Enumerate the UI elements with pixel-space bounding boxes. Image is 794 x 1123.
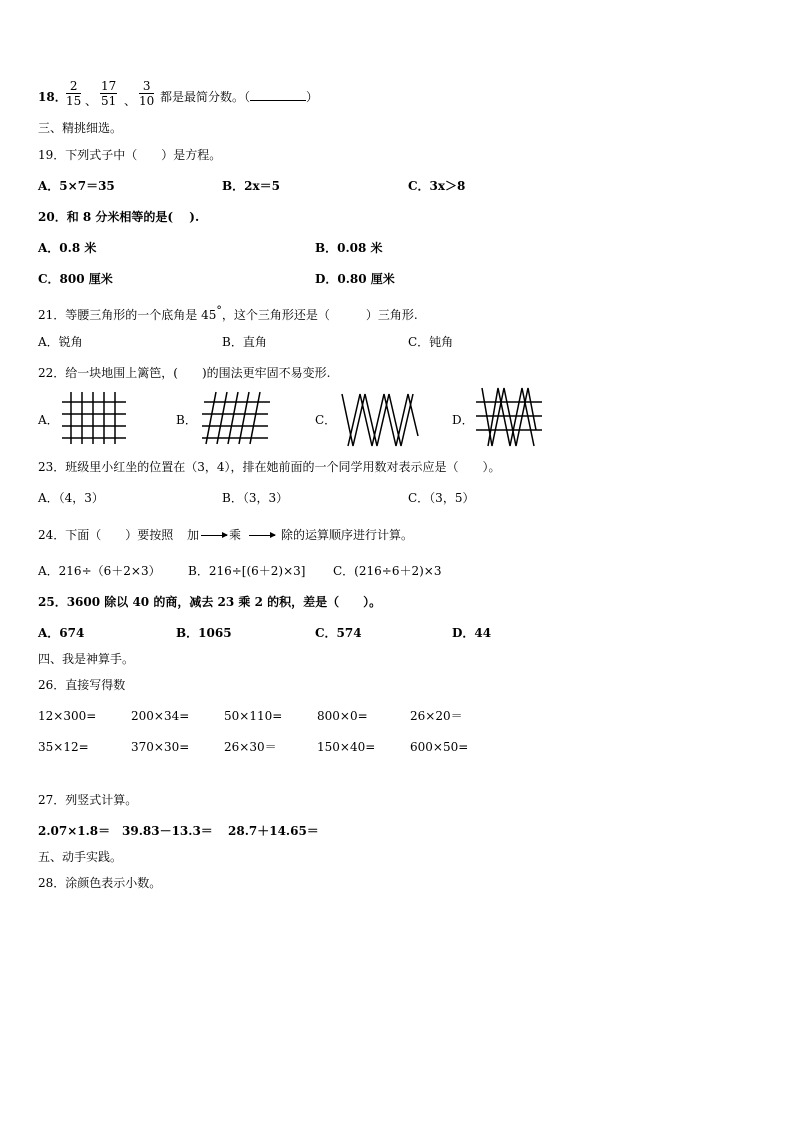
q25-stem: 25．3600 除以 40 的商，减去 23 乘 2 的积，差是（ ）。: [38, 595, 382, 609]
q20-option-a[interactable]: A．0.8 米: [38, 241, 97, 255]
q23-option-b[interactable]: B．（3，3）: [222, 491, 289, 505]
fraction-denominator: 10: [139, 94, 155, 108]
q19-stem: 19．下列式子中（ ）是方程。: [38, 148, 222, 162]
q25-option-d[interactable]: D．44: [452, 626, 492, 640]
q23-stem: 23．班级里小红坐的位置在（3，4），排在她前面的一个同学用数对表示应是（ ）。: [38, 460, 501, 474]
section-4-heading: 四、我是神算手。: [38, 652, 135, 666]
q22-label-a[interactable]: A．: [38, 413, 59, 427]
section-5-heading: 五、动手实践。: [38, 850, 123, 864]
q21-stem-part2: ，这个三角形还是（ ）三角形.: [221, 308, 418, 322]
fence-figure-a: [60, 390, 128, 446]
q20-option-c[interactable]: C．800 厘米: [38, 272, 113, 286]
q28-stem: 28．涂颜色表示小数。: [38, 876, 162, 890]
q26-item[interactable]: 35×12=: [38, 740, 89, 754]
q22-stem: 22．给一块地围上篱笆，( )的围法更牢固不易变形.: [38, 366, 331, 380]
q23-option-c[interactable]: C．（3，5）: [408, 491, 475, 505]
q21-option-a[interactable]: A．锐角: [38, 335, 83, 349]
q26-item[interactable]: 800×0=: [317, 709, 368, 723]
q26-item[interactable]: 26×20＝: [410, 709, 463, 723]
fraction-numerator: 2: [66, 79, 81, 94]
q18-close-paren: ）: [306, 90, 319, 104]
q26-item[interactable]: 200×34=: [131, 709, 190, 723]
q18-fraction-2: [100, 79, 117, 108]
q21-option-b[interactable]: B．直角: [222, 335, 267, 349]
q18-separator-1: 、: [85, 94, 98, 108]
q24-stem-pre: 24．下面（ ）要按照: [38, 528, 174, 542]
fence-figure-d: [474, 386, 544, 448]
fence-figure-c: [340, 392, 420, 448]
q26-item[interactable]: 26×30＝: [224, 740, 277, 754]
q19-option-b[interactable]: B．2x＝5: [222, 179, 280, 193]
q23-option-a[interactable]: A．（4，3）: [38, 491, 104, 505]
q21-stem: [38, 303, 418, 323]
q24-option-a[interactable]: A．216÷（6＋2×3）: [38, 564, 161, 578]
q24-stem-post: 除的运算顺序进行计算。: [280, 528, 413, 542]
q26-stem: 26．直接写得数: [38, 678, 126, 692]
q27-item[interactable]: 2.07×1.8＝: [38, 824, 111, 838]
degree-symbol: °: [216, 304, 222, 317]
q19-option-c[interactable]: C．3x＞8: [408, 179, 466, 193]
fraction-denominator: 15: [66, 94, 82, 108]
q26-item[interactable]: 150×40=: [317, 740, 376, 754]
q18-text: [160, 89, 318, 105]
q25-option-a[interactable]: A．674: [38, 626, 85, 640]
q22-label-b[interactable]: B．: [176, 413, 197, 427]
fence-figure-b: [198, 390, 274, 446]
section-3-heading: 三、精挑细选。: [38, 121, 123, 135]
q20-option-b[interactable]: B．0.08 米: [315, 241, 383, 255]
q25-option-b[interactable]: B．1065: [176, 626, 232, 640]
operation-multiply: 乘: [228, 528, 241, 542]
q18-fraction-3: [139, 79, 154, 108]
q25-option-c[interactable]: C．574: [315, 626, 362, 640]
q20-stem: 20．和 8 分米相等的是( ).: [38, 210, 200, 224]
answer-blank[interactable]: [250, 89, 306, 101]
q27-stem: 27．列竖式计算。: [38, 793, 138, 807]
fraction-numerator: 3: [139, 79, 154, 94]
q18-number: 18．: [38, 90, 67, 104]
q27-item[interactable]: 39.83－13.3＝: [122, 824, 213, 838]
q19-option-a[interactable]: A．5×7＝35: [38, 179, 115, 193]
arrow-right-icon: [201, 535, 227, 536]
fraction-numerator: 17: [101, 79, 117, 93]
q20-option-d[interactable]: D．0.80 厘米: [315, 272, 395, 286]
arrow-right-icon: [249, 535, 275, 536]
q24-option-b[interactable]: B．216÷[(6＋2)×3]: [188, 564, 306, 578]
q26-item[interactable]: 370×30=: [131, 740, 190, 754]
q26-item[interactable]: 12×300=: [38, 709, 97, 723]
q22-label-c[interactable]: C．: [315, 413, 337, 427]
q22-label-d[interactable]: D．: [452, 413, 474, 427]
q26-item[interactable]: 50×110=: [224, 709, 283, 723]
q26-item[interactable]: 600×50=: [410, 740, 469, 754]
q27-item[interactable]: 28.7＋14.65＝: [228, 824, 319, 838]
q18-statement: 都是最简分数。（: [160, 90, 251, 104]
q21-stem-part1: 21．等腰三角形的一个底角是 45: [38, 308, 217, 322]
q24-option-c[interactable]: C．(216÷6＋2)×3: [333, 564, 442, 578]
q24-stem: [38, 527, 413, 543]
q18-fraction-1: [66, 79, 81, 108]
fraction-denominator: 51: [101, 94, 117, 108]
q21-option-c[interactable]: C．钝角: [408, 335, 454, 349]
q18-separator-2: 、: [124, 94, 137, 108]
operation-add: 加: [186, 528, 199, 542]
